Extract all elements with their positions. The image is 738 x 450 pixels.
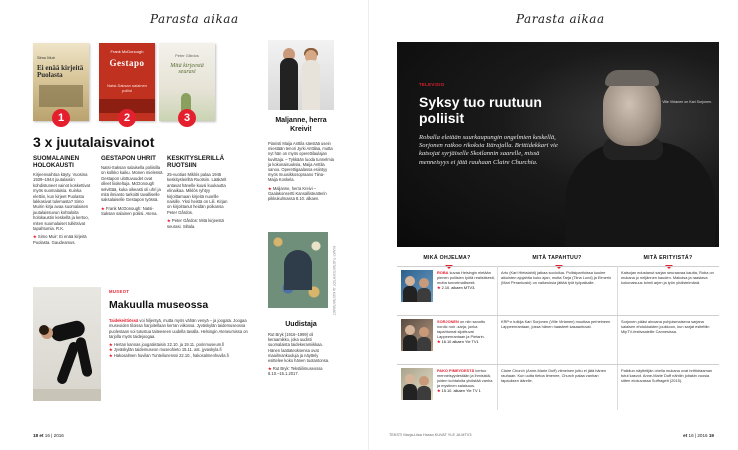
program-time (437, 388, 495, 393)
hair-shape (605, 70, 659, 86)
hero-caption: Ville Virtanen on Kari Sorjonen. (662, 100, 712, 104)
body-shape (403, 384, 417, 400)
book-cover-subtitle: Natsi-Saksan salainen poliisi (107, 83, 147, 93)
issue-number: 16 | 2016 (44, 433, 64, 438)
special-cell: Katsojan edustanut sarjan seuraavaa kautta, Roba on mukana jo neljännen kauden. Makoisa ja raastava kokonaisuus toimii arjen ja työn yhdistelmänä. (621, 270, 714, 285)
makuulla-ref-text: Jyväskylän taidemuseon museohieto 15.11. ast. jyvaskyla.fi (113, 347, 222, 353)
page-folio (683, 433, 714, 438)
review-column (33, 155, 95, 245)
face-shape (405, 325, 415, 335)
review-ref-text: Simo Muir: Ei enää kirjeitä Puolasta. Gaudeamus. (33, 234, 87, 245)
table-divider (617, 266, 618, 410)
maljanne-ref (268, 186, 334, 202)
table-rule (397, 364, 719, 365)
page-number: 19 (708, 433, 714, 438)
makuulla-text (109, 318, 253, 339)
leg-shape (75, 336, 93, 377)
hero-title: Syksy tuo ruutuun poliisit (419, 94, 542, 126)
program-time-text: 15.10. alkaen Yle TV 1 (441, 388, 481, 393)
makuulla-body (109, 318, 253, 358)
review-ref-text: Frank McDonough: Natsi-Saksan salainen poliisi. Atena. (101, 205, 158, 217)
hero-photo (397, 42, 719, 247)
face-shape (419, 376, 429, 386)
table-rule (397, 266, 719, 267)
face-shape (603, 76, 661, 146)
maljanne-text: Pianisti Maija Anttila säestää usein miestään tenori Jyrki Anttilaa, mutta nyt hän on myös operettilaulajan kuvittaja. – Tykkään luoda tunnelmia ja kokonaisuuksia, Maija Anttila sanoo. Operettigaalassa esiintyy myös muusikkosopraano Tiina-Maija Koskela. (268, 141, 334, 183)
maljanne-heading: Maljanne, herra Kreivi! (275, 117, 327, 133)
makuulla-ref-text: Hertan kannas joogatiistaisin 22.10. ja 19.11. porinmuseum.fi (113, 342, 225, 348)
program-desc: kertoo menneisyydestään ja ihmisistä, joiden kohtaloita yhdistää vanha ja mystinen salaisuus. (437, 368, 493, 388)
book-cover-title: Gestapo (109, 58, 145, 68)
face-shape (419, 278, 429, 288)
program-cell (437, 368, 495, 393)
program-title: ROBA (437, 270, 449, 275)
article-headline: 3 x juutalaisvainot (33, 134, 155, 150)
face-shape (419, 327, 429, 337)
page-number: 18 (33, 433, 39, 438)
program-time-text: 2.10. alkaen MTV3. (441, 285, 476, 290)
magazine-brand: et (683, 433, 688, 438)
book-cover-title: Mitä kirjeestä seurasi (170, 63, 204, 76)
book-cover-author: Simo Muir (37, 55, 56, 60)
face-shape (405, 276, 415, 286)
face-shape (405, 374, 415, 384)
program-time (437, 285, 495, 290)
review-ref (33, 234, 95, 245)
couple-photo (268, 40, 334, 110)
table-head: MITÄ TAPAHTUU? (532, 255, 582, 261)
bullet-star-icon: ★ (33, 234, 38, 240)
bullet-star-icon: ★ (109, 347, 114, 353)
page-credit: TEKSTI Marja-Liisa Hosso KUVAT YLE JA MTV3 (389, 433, 472, 437)
special-cell: Sorjonen pääsi ainoana pohjoismaisena sarjana salaisen ehdokkaiden joukkoon, kun sarjat esitettiin MipTV-festivaaleille Cannesissa. (621, 319, 710, 334)
uudistaja-heading: Uudistaja (285, 321, 317, 328)
section-header: Parasta aikaa (150, 12, 239, 26)
plot-cell: Claire Church (Anne-Marie Duff) viimeinen juttu ei jätä hänen rauhaan. Kun uutta tietoa ilmenee, Church palaa vanhan tapauksen äärelle. (501, 368, 607, 383)
book-cover-title: Ei enää kirjeitä Puolasta (37, 64, 84, 80)
program-thumbnail (401, 270, 433, 302)
yoga-photo (33, 287, 101, 401)
cover-illustration (39, 85, 83, 107)
makuulla-ref-text: Hakosalmen huvilan Tunteilunenssi 22.10., hakosalmenhuvila.fi (113, 352, 229, 358)
issue-number: 16 | 2016 (688, 433, 708, 438)
bullet-star-icon: ★ (437, 339, 442, 344)
floor-shape (33, 389, 101, 401)
program-time-text: 16.10 alkaen Yle TV1 (441, 339, 479, 344)
program-title: PAKO PIMEYDESTÄ (437, 368, 475, 373)
page-folio (33, 433, 64, 438)
review-body: Kirjeenvaihtoa käyty. Vuosina 1939–1944 juutalaisiin kohdistuneet vainot koskettivat myös suomalaisia. Kuinka elettiin, kun kirjeet Puolasta lakkasivat tulemasta? Simo Muirin kirja avaa suomalaisen juutalaissuvun kohtaloita holokaustin keskellä ja kertoo, miten suomalaiset tulkitsivat tapahtumia. R.K. (33, 172, 91, 232)
review-body: Natsi-Saksan salaisella poliisilla on kolkko kaiku. Monen mielessä Gestapon ulottuvuudet ovat olleet liioiteltuja. McDonough selvittää, kuka oikeasti oli uhri ja mitä ilmianto tarkoitti tavalliselle saksalaiselle Gestapon työssä. (101, 165, 163, 203)
number-badge: 2 (118, 109, 136, 127)
body-shape (417, 337, 431, 351)
table-divider (497, 266, 498, 410)
tv-table-header (397, 250, 719, 266)
bullet-star-icon: ★ (437, 285, 442, 290)
hero-kicker: TELEVISIO (419, 82, 445, 87)
makuulla-body-text: voi hiljentyä, mutta myös vähän venyä – ja joogata. Joogaa museoiden tiloissa harjoitellaan kerran viikossa. Jyväskylän taidemuseossa puolestaan voi tutustua taiteeseen uudella tavalla. Helsingin Ateneumissa on tarjolla myös taidejoogaa. (109, 318, 248, 339)
program-time (437, 339, 495, 344)
program-desc: kuvaa Helsingin eletään pienen poliisien työtä realistisesti, mutta tunnelmallisesti. (437, 270, 495, 285)
table-head: MIKÄ OHJELMA? (423, 255, 471, 261)
number-badge: 1 (52, 109, 70, 127)
review-heading: GESTAPON UHRIT (101, 155, 156, 162)
bullet-star-icon: ★ (437, 388, 442, 393)
section-header: Parasta aikaa (516, 12, 605, 26)
body-shape (417, 288, 431, 302)
book-cover-author: Frank McDonough (110, 49, 144, 54)
program-desc: on niin sanottu nordic noir -sarja, jonka tapahtumat sijoittuvat Lappeenrantaan ja Pietarin. (437, 319, 486, 339)
review-body: 25-vuotias Miklós palaa 1945 keskitysleiriltä Ruotsiin. Lääkärit antavat hänelle kuusi kuukautta elinaikaa. Miklós ryhtyy kirjoittamaan kirjeitä nuorille naisille. Yksi heistä on Lili. Kirjan on kirjoittanut heidän poikansa Peter Gårdos. (167, 172, 228, 215)
plot-cell: Arto (Kari Hietalahti) jatkaa sooloilua. Poliisipartioissa kuulee aikuisten ajojahtia koko ajan, mutta Tarja (Tiina Lund) ja Elmerin (Mari Perankoski) on vaikeuksia jättää työt työpaikalle. (501, 270, 612, 285)
plot-cell: KRP:n tutkija Kari Sorjonen (Ville Virtanen) muuttaa perheineen Lappeenrantaan, jossa hänen haasteet kasaantuvat. (501, 319, 611, 329)
hair-shape (39, 325, 49, 335)
hero-lead: Roballa eletään suurkaupungin ongelmien keskellä, Sorjonen ratkoo rikoksia Itärajalla. Brittidekkari vie katsojat syrjäiselle Skotlannin saarelle, missä menneisyys ei jätä rauhaan Claire Churchia. (419, 134, 558, 166)
review-heading: KESKITYSLERILLÄ RUOTSIIN (167, 155, 225, 169)
number-badge: 3 (178, 109, 196, 127)
maljanne-body (268, 141, 334, 201)
review-heading: SUOMALAINEN HOLOKAUSTI (33, 155, 80, 169)
body-shape (403, 335, 417, 351)
program-cell (437, 319, 495, 344)
uudistaja-ref-text: Rut Bryk: Tekstiilimuseossa 8.10.–15.1.2017. (268, 366, 323, 377)
section-kicker: MUSEOT (109, 289, 130, 294)
uudistaja-text: Rut Bryk (1916–1999) oli keraamikko, joka uudisti suomalaista taidekeramiikkaa. Hänen laattateoksensa ovat maailmankuuluja ja näyttely esittelee koko hänen tuotantonsa. (268, 332, 330, 364)
maljanne-ref-text: Maljanne, herra Kreivi – Gaalakonsertti Kansallisteatterin pikkukulmassa 8.10. alkaen. (268, 185, 327, 202)
body-shape (417, 386, 431, 400)
magazine-brand: et (39, 433, 44, 438)
review-column (101, 155, 163, 217)
body-shape (302, 60, 320, 110)
review-ref-text: Peter Gårdos: Mitä kirjeestä seurasi. Siltala. (167, 218, 224, 229)
makuulla-lead: Taidekeittiössä (109, 318, 139, 323)
body-shape (280, 58, 298, 110)
bullet-star-icon: ★ (268, 366, 273, 372)
review-column (167, 155, 229, 229)
special-cell: Palkitun näyttelijän ohella mukana ovat brittidraaman tutut kasvot. Anne-Marie Duff nähtiin joitakin vuosia sitten elokuvassa Suffragett (2015). (621, 368, 713, 383)
review-ref (101, 206, 163, 217)
bullet-star-icon: ★ (167, 218, 172, 224)
rut-bryk-artwork-photo (268, 232, 328, 308)
artwork-arch (284, 250, 312, 290)
uudistaja-ref (268, 366, 334, 376)
bullet-star-icon: ★ (109, 342, 114, 348)
program-cell (437, 270, 495, 290)
makuulla-ref (109, 353, 253, 358)
bullet-star-icon: ★ (268, 185, 273, 191)
book-cover-author: Peter Gårdos (175, 53, 199, 58)
photo-credit: KUVAT: TUOTANTOYHTIÖT JA KUSTANTAMOT (332, 246, 336, 316)
bullet-star-icon: ★ (101, 205, 106, 211)
makuulla-heading: Makuulla museossa (109, 299, 209, 311)
body-shape (403, 286, 417, 302)
program-thumbnail (401, 368, 433, 400)
program-thumbnail (401, 319, 433, 351)
bullet-star-icon: ★ (109, 352, 114, 358)
review-ref (167, 218, 229, 229)
table-head: MITÄ ERITYISTÄ? (643, 255, 693, 261)
table-rule (397, 315, 719, 316)
right-page (369, 0, 738, 450)
program-title: SORJONEN (437, 319, 459, 324)
uudistaja-body (268, 332, 334, 377)
